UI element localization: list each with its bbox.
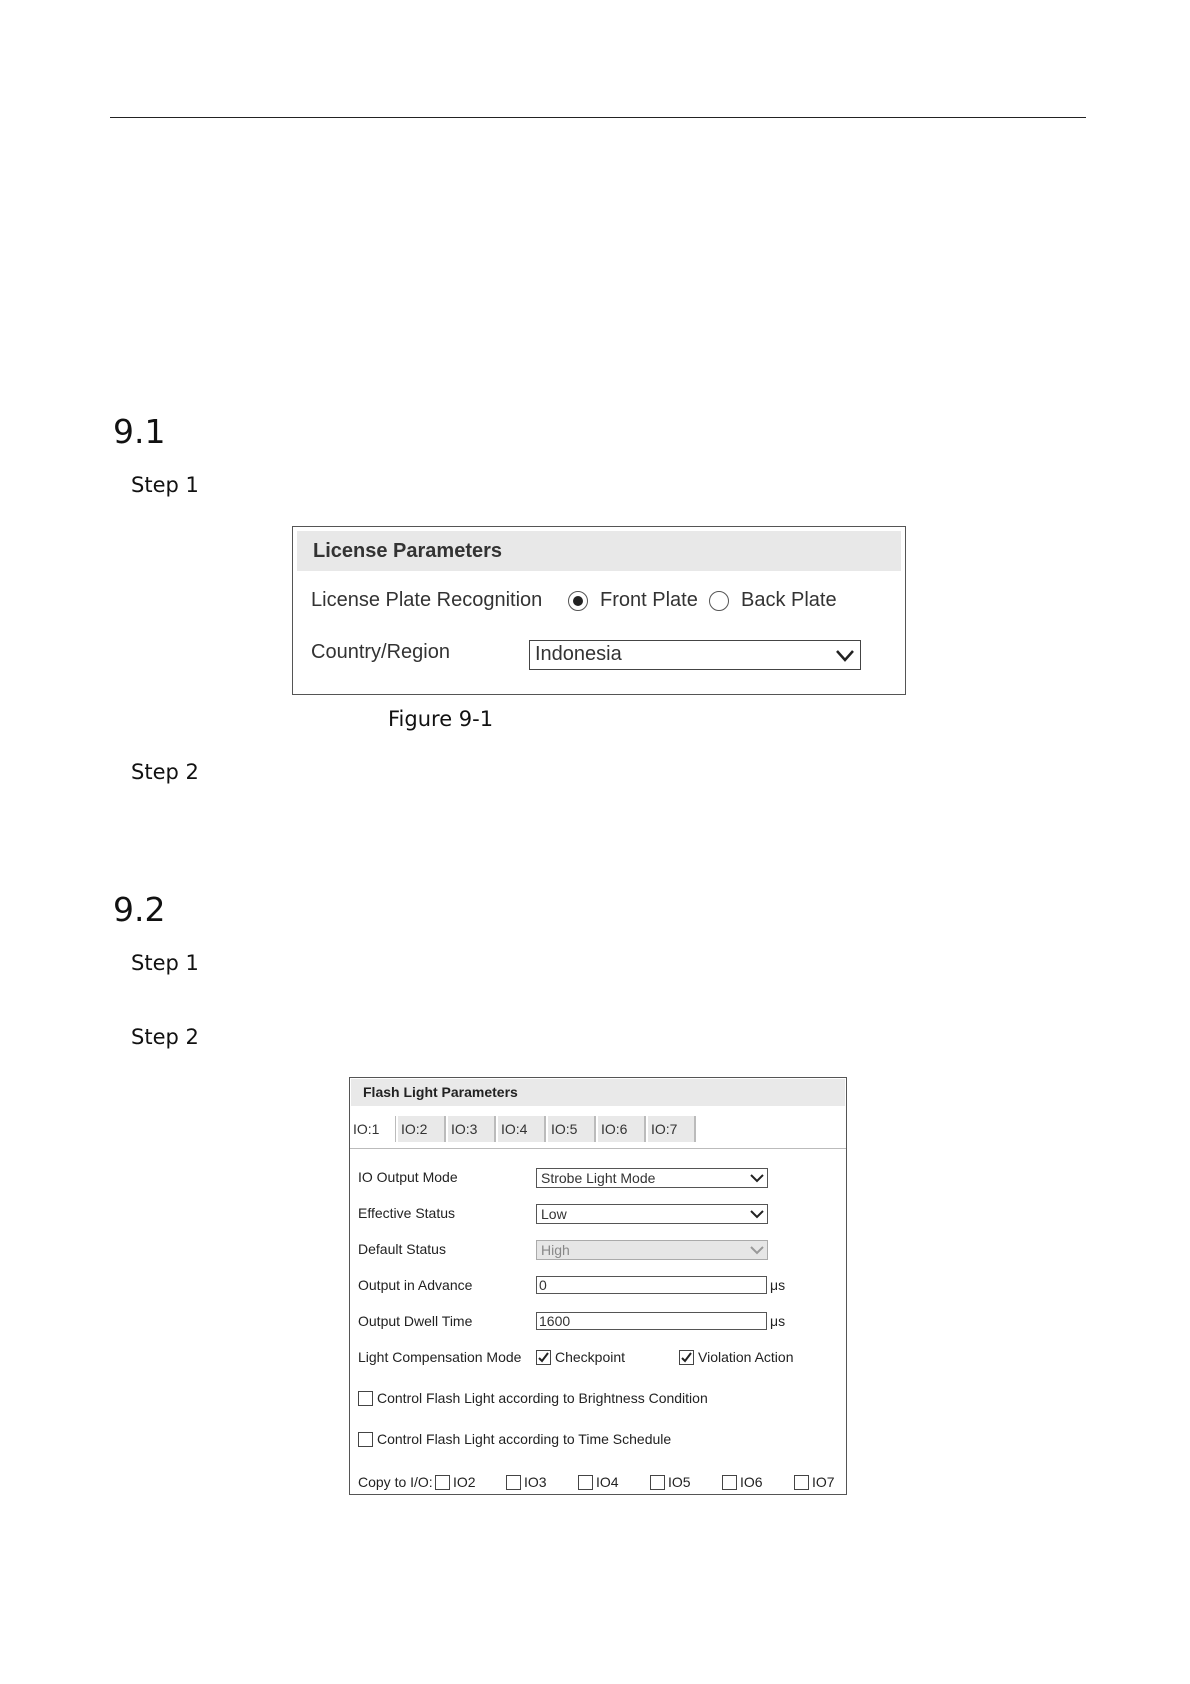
tab-divider — [350, 1148, 846, 1149]
section-9-2-step-1: Step 1 — [131, 951, 199, 975]
copy-to-io-label: Copy to I/O: — [358, 1474, 433, 1490]
flash-light-parameters-panel — [349, 1077, 847, 1495]
chevron-down-icon — [749, 1170, 765, 1186]
schedule-control-checkbox[interactable] — [358, 1432, 373, 1447]
recognition-label: License Plate Recognition — [311, 589, 543, 611]
output-in-advance-label: Output in Advance — [358, 1277, 473, 1293]
front-plate-radio[interactable] — [568, 591, 588, 611]
output-in-advance-value: 0 — [539, 1277, 547, 1293]
section-number-9-2: 9.2 — [113, 890, 166, 929]
country-region-select[interactable] — [529, 640, 861, 670]
section-number-9-1: 9.1 — [113, 412, 166, 451]
header-rule — [110, 117, 1086, 118]
country-region-value: Indonesia — [535, 643, 622, 665]
output-in-advance-input[interactable] — [536, 1276, 767, 1294]
section-9-1-step-2: Step 2 — [131, 760, 199, 784]
default-status-label: Default Status — [358, 1241, 446, 1257]
brightness-control-checkbox[interactable] — [358, 1391, 373, 1406]
copy-io2-label: IO2 — [453, 1474, 476, 1490]
copy-io5-label: IO5 — [668, 1474, 691, 1490]
copy-io7-checkbox[interactable] — [794, 1475, 809, 1490]
checkmark-icon — [680, 1351, 693, 1364]
checkmark-icon — [537, 1351, 550, 1364]
checkpoint-checkbox[interactable] — [536, 1350, 551, 1365]
back-plate-label: Back Plate — [741, 589, 837, 611]
panel-title: Flash Light Parameters — [363, 1084, 518, 1100]
light-compensation-mode-label: Light Compensation Mode — [358, 1349, 522, 1365]
copy-io6-label: IO6 — [740, 1474, 763, 1490]
copy-io6-checkbox[interactable] — [722, 1475, 737, 1490]
effective-status-value: Low — [541, 1206, 567, 1222]
tab-io-4[interactable]: IO:4 — [498, 1116, 546, 1142]
effective-status-label: Effective Status — [358, 1205, 456, 1221]
brightness-control-label: Control Flash Light according to Brightness Condition — [377, 1390, 708, 1406]
front-plate-label: Front Plate — [600, 589, 698, 611]
copy-io4-label: IO4 — [596, 1474, 619, 1490]
io-output-mode-label: IO Output Mode — [358, 1169, 458, 1185]
tab-io-1[interactable]: IO:1 — [350, 1116, 396, 1142]
io-output-mode-select[interactable] — [536, 1168, 768, 1188]
copy-io2-checkbox[interactable] — [435, 1475, 450, 1490]
schedule-control-label: Control Flash Light according to Time Schedule — [377, 1431, 672, 1447]
back-plate-radio[interactable] — [709, 591, 729, 611]
tab-io-7[interactable]: IO:7 — [648, 1116, 696, 1142]
chevron-down-icon — [834, 644, 856, 666]
copy-io5-checkbox[interactable] — [650, 1475, 665, 1490]
checkpoint-label: Checkpoint — [555, 1349, 626, 1365]
chevron-down-icon — [749, 1206, 765, 1222]
copy-io4-checkbox[interactable] — [578, 1475, 593, 1490]
panel-title: License Parameters — [313, 540, 503, 562]
country-region-label: Country/Region — [311, 641, 450, 663]
output-dwell-time-label: Output Dwell Time — [358, 1313, 473, 1329]
effective-status-select[interactable] — [536, 1204, 768, 1224]
tab-io-6[interactable]: IO:6 — [598, 1116, 646, 1142]
violation-action-checkbox[interactable] — [679, 1350, 694, 1365]
default-status-value: High — [541, 1242, 570, 1258]
default-status-select[interactable] — [536, 1240, 768, 1260]
figure-caption: Figure 9-1 — [388, 707, 494, 731]
copy-io7-label: IO7 — [812, 1474, 835, 1490]
output-in-advance-unit: μs — [770, 1277, 786, 1293]
tab-io-3[interactable]: IO:3 — [448, 1116, 496, 1142]
violation-action-label: Violation Action — [698, 1349, 794, 1365]
tab-io-2[interactable]: IO:2 — [398, 1116, 446, 1142]
license-parameters-panel — [292, 526, 906, 695]
section-9-2-step-2: Step 2 — [131, 1025, 199, 1049]
output-dwell-time-unit: μs — [770, 1313, 786, 1329]
copy-io3-label: IO3 — [524, 1474, 547, 1490]
tab-io-5[interactable]: IO:5 — [548, 1116, 596, 1142]
copy-io3-checkbox[interactable] — [506, 1475, 521, 1490]
panel-header — [297, 531, 901, 571]
panel-header — [351, 1079, 845, 1106]
section-9-1-step-1: Step 1 — [131, 473, 199, 497]
io-output-mode-value: Strobe Light Mode — [541, 1170, 656, 1186]
chevron-down-icon — [749, 1242, 765, 1258]
output-dwell-time-input[interactable] — [536, 1312, 767, 1330]
output-dwell-time-value: 1600 — [539, 1313, 571, 1329]
